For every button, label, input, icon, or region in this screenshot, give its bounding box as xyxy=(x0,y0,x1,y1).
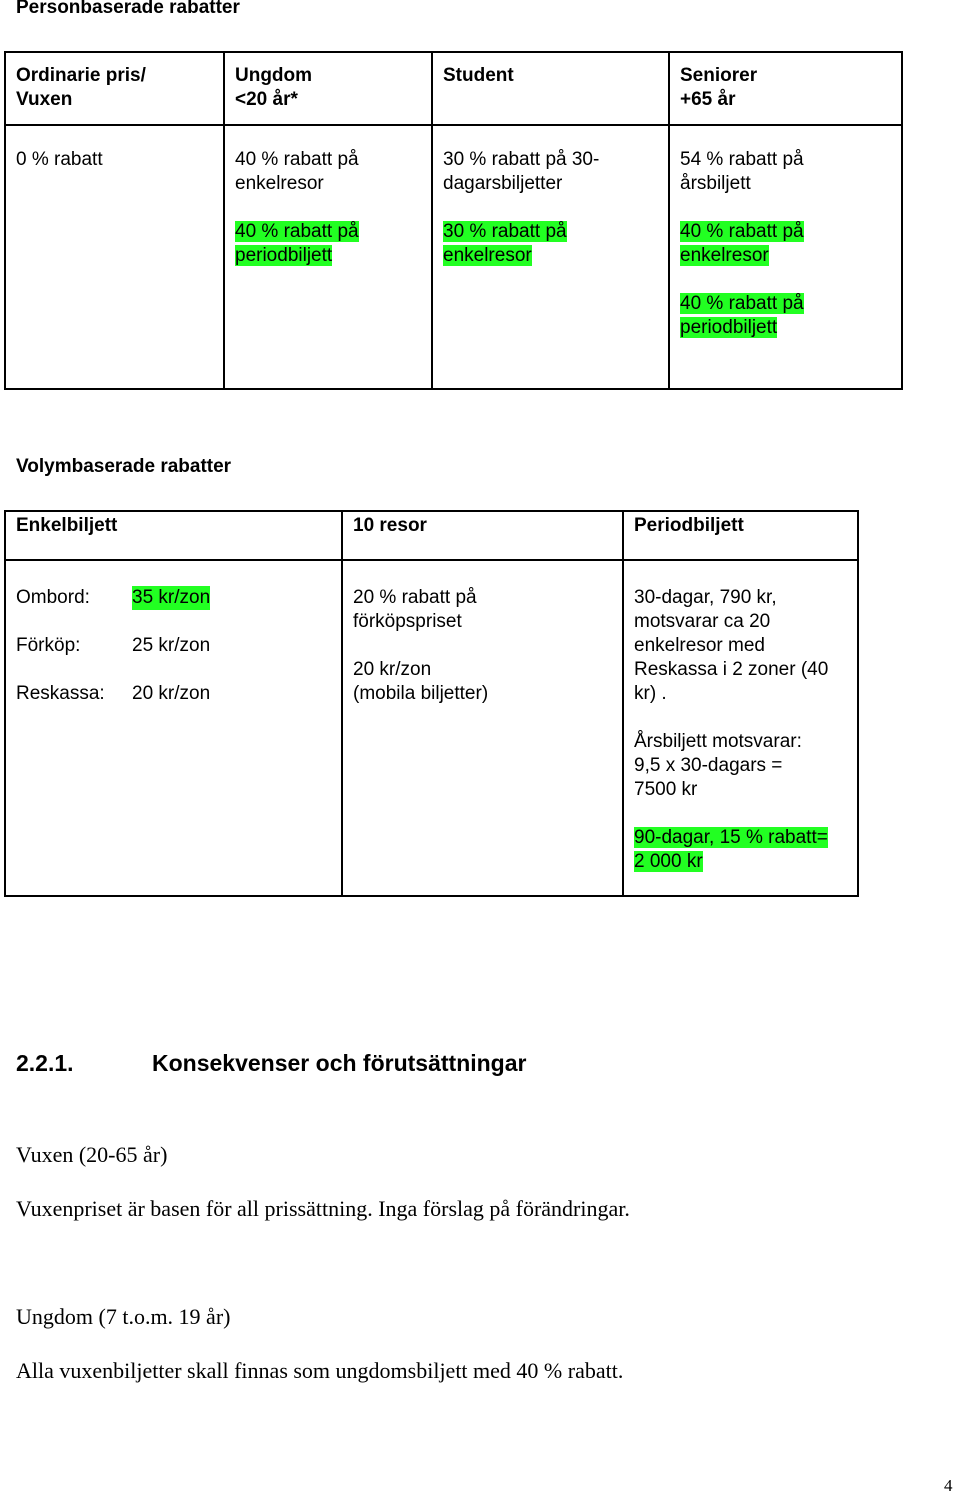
header-cell-ungdom xyxy=(224,52,432,125)
volymbaserade-table xyxy=(4,510,859,897)
paragraph-vuxen-heading: Vuxen (20-65 år) xyxy=(16,1142,168,1167)
table-header-row xyxy=(5,52,902,125)
cell-student xyxy=(432,125,669,389)
header-cell-student xyxy=(432,52,669,125)
header-cell-ordinarie xyxy=(5,52,224,125)
highlighted-text: 40 % rabatt på xyxy=(235,221,359,242)
header-line: 10 resor xyxy=(353,515,427,536)
highlighted-text: enkelresor xyxy=(443,245,532,266)
section-title-personbaserade: Personbaserade rabatter xyxy=(16,0,240,18)
cell-line: 20 % rabatt på xyxy=(353,587,477,608)
table-header-row xyxy=(5,511,858,560)
cell-line: Årsbiljett motsvarar: xyxy=(634,731,802,752)
header-cell-10-resor xyxy=(342,511,623,560)
price-row-ombord xyxy=(16,586,331,610)
price-label: Ombord: xyxy=(16,587,90,608)
highlighted-text: 40 % rabatt på xyxy=(680,293,804,314)
highlighted-text: 40 % rabatt på xyxy=(680,221,804,242)
page-number: 4 xyxy=(944,1476,953,1495)
cell-line: 40 % rabatt på xyxy=(235,149,359,170)
header-line: Ungdom xyxy=(235,65,313,86)
price-value: 25 kr/zon xyxy=(132,635,211,656)
price-value: 20 kr/zon xyxy=(132,683,211,704)
cell-line: årsbiljett xyxy=(680,173,751,194)
cell-ungdom xyxy=(224,125,432,389)
highlighted-text: periodbiljett xyxy=(235,245,333,266)
price-value: 35 kr/zon xyxy=(132,587,211,608)
section-number: 2.2.1. xyxy=(16,1050,74,1076)
paragraph-ungdom-heading: Ungdom (7 t.o.m. 19 år) xyxy=(16,1304,231,1329)
header-line: Ordinarie pris/ xyxy=(16,65,146,86)
highlighted-text: 2 000 kr xyxy=(634,851,703,872)
cell-line: 30 % rabatt på 30- xyxy=(443,149,600,170)
highlighted-text: 30 % rabatt på xyxy=(443,221,567,242)
header-line: Vuxen xyxy=(16,89,73,110)
cell-line: kr) . xyxy=(634,683,667,704)
cell-line: motsvarar ca 20 xyxy=(634,611,771,632)
cell-line: förköpspriset xyxy=(353,611,462,632)
cell-enkelbiljett xyxy=(5,560,342,896)
table-row xyxy=(5,560,858,896)
cell-ordinarie xyxy=(5,125,224,389)
header-cell-periodbiljett xyxy=(623,511,858,560)
cell-periodbiljett xyxy=(623,560,858,896)
price-row-reskassa xyxy=(16,682,331,706)
cell-line: 54 % rabatt på xyxy=(680,149,804,170)
cell-line: 30-dagar, 790 kr, xyxy=(634,587,777,608)
cell-line: 7500 kr xyxy=(634,779,698,800)
cell-seniorer xyxy=(669,125,902,389)
paragraph-vuxen-body: Vuxenpriset är basen för all prissättning. Inga förslag på förändringar. xyxy=(16,1196,630,1221)
cell-line: dagarsbiljetter xyxy=(443,173,563,194)
cell-line: enkelresor med xyxy=(634,635,765,656)
cell-line: (mobila biljetter) xyxy=(353,683,489,704)
cell-10-resor xyxy=(342,560,623,896)
header-line: Seniorer xyxy=(680,65,758,86)
header-line: Enkelbiljett xyxy=(16,515,118,536)
table-row xyxy=(5,125,902,389)
price-row-forkop xyxy=(16,634,331,658)
header-line: <20 år* xyxy=(235,89,298,110)
cell-line: enkelresor xyxy=(235,173,324,194)
highlighted-text: 90-dagar, 15 % rabatt= xyxy=(634,827,828,848)
cell-line: 20 kr/zon xyxy=(353,659,432,680)
highlighted-text: enkelresor xyxy=(680,245,769,266)
paragraph-ungdom-body: Alla vuxenbiljetter skall finnas som ungdomsbiljett med 40 % rabatt. xyxy=(16,1358,624,1383)
section-heading: Konsekvenser och förutsättningar xyxy=(152,1050,527,1076)
header-line: +65 år xyxy=(680,89,736,110)
personbaserade-table xyxy=(4,51,903,390)
header-line: Student xyxy=(443,65,514,86)
cell-line: Reskassa i 2 zoner (40 xyxy=(634,659,829,680)
highlighted-text: periodbiljett xyxy=(680,317,778,338)
price-label: Reskassa: xyxy=(16,683,105,704)
cell-line: 0 % rabatt xyxy=(16,149,103,170)
header-cell-seniorer xyxy=(669,52,902,125)
cell-line: 9,5 x 30-dagars = xyxy=(634,755,783,776)
section-title-volymbaserade: Volymbaserade rabatter xyxy=(16,456,232,477)
header-line: Periodbiljett xyxy=(634,515,744,536)
price-label: Förköp: xyxy=(16,635,81,656)
header-cell-enkelbiljett xyxy=(5,511,342,560)
